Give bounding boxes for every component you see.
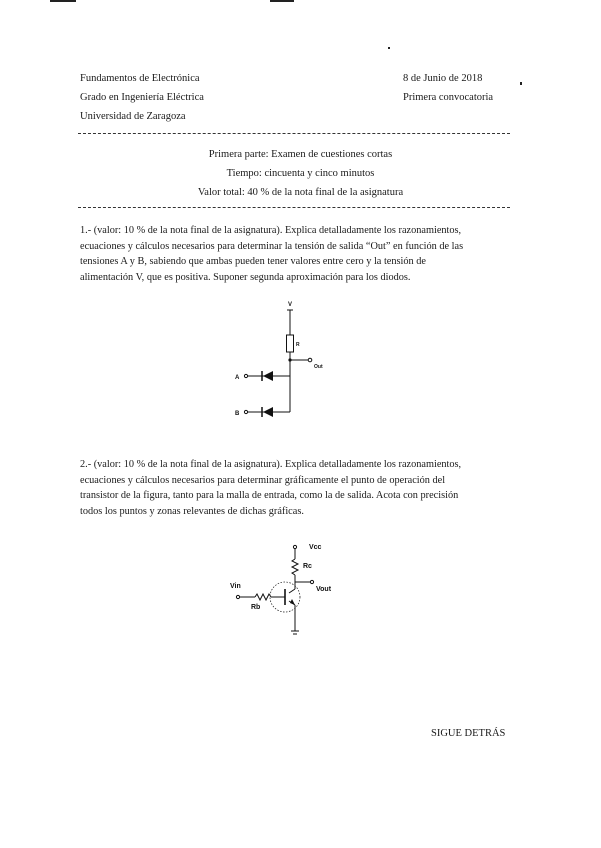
resistor-rc-icon xyxy=(292,559,298,575)
scan-mark xyxy=(388,47,390,49)
exam-part: Primera parte: Examen de cuestiones cortas xyxy=(208,149,393,160)
question-2-line: transistor de la figura, tanto para la malla de entrada, como la de salida. Acota con precisión xyxy=(80,490,459,501)
output-terminal xyxy=(308,358,312,362)
course-name: Fundamentos de Electrónica xyxy=(80,73,200,84)
diode-b-icon xyxy=(262,407,273,417)
question-2 xyxy=(80,457,512,519)
input-b-terminal xyxy=(244,410,247,413)
exam-call: Primera convocatoria xyxy=(403,92,494,103)
bottom-divider xyxy=(78,207,510,208)
label-output: Out xyxy=(314,364,323,370)
question-1-line: alimentación V, que es positiva. Suponer segunda aproximación para los diodos. xyxy=(80,271,411,283)
resistor-r-icon xyxy=(287,335,294,352)
input-a-terminal xyxy=(244,374,247,377)
degree-name: Grado en Ingeniería Eléctrica xyxy=(80,92,204,103)
vout-terminal xyxy=(310,580,313,583)
diode-circuit xyxy=(225,300,335,425)
label-rb: Rb xyxy=(251,604,261,611)
emitter-arrow-icon xyxy=(290,599,295,605)
question-1-line: tensiones A y B, sabiendo que ambas pueden tener valores entre cero y la tensión de xyxy=(80,256,426,267)
scan-mark xyxy=(270,0,294,2)
vcc-terminal xyxy=(293,545,296,548)
collector-lead xyxy=(289,589,295,593)
vin-terminal xyxy=(236,595,239,598)
continue-note: SIGUE DETRÁS xyxy=(431,728,506,739)
question-2-line: 2.- (valor: 10 % de la nota final de la asignatura). Explica detalladamente los razonamientos, xyxy=(80,459,462,470)
scan-mark xyxy=(520,82,522,85)
exam-time: Tiempo: cincuenta y cinco minutos xyxy=(226,168,375,179)
label-vout: Vout xyxy=(316,586,332,593)
exam-date: 8 de Junio de 2018 xyxy=(403,73,483,84)
label-input-b: B xyxy=(235,411,240,417)
label-vin: Vin xyxy=(230,583,241,590)
node-dot xyxy=(288,358,291,361)
transistor-circuit xyxy=(225,537,355,642)
scan-mark xyxy=(50,0,76,2)
question-1-line: ecuaciones y cálculos necesarios para determinar la tensión de salida “Out” en función de las xyxy=(80,240,464,252)
university-name: Universidad de Zaragoza xyxy=(80,111,186,122)
question-1 xyxy=(80,223,512,285)
label-supply: V xyxy=(288,302,293,308)
question-2-line: todos los puntos y zonas relevantes de dichas gráficas. xyxy=(80,505,304,517)
label-resistor: R xyxy=(296,342,300,348)
question-1-line: 1.- (valor: 10 % de la nota final de la asignatura). Explica detalladamente los razonamientos, xyxy=(80,225,462,236)
label-rc: Rc xyxy=(303,563,312,570)
exam-value: Valor total: 40 % de la nota final de la asignatura xyxy=(197,187,404,198)
label-input-a: A xyxy=(235,375,240,381)
label-vcc: Vcc xyxy=(309,544,322,551)
diode-a-icon xyxy=(262,371,273,381)
question-2-line: ecuaciones y cálculos necesarios para determinar gráficamente el punto de operación del xyxy=(80,474,446,486)
resistor-rb-icon xyxy=(255,594,271,600)
top-divider xyxy=(78,133,510,134)
